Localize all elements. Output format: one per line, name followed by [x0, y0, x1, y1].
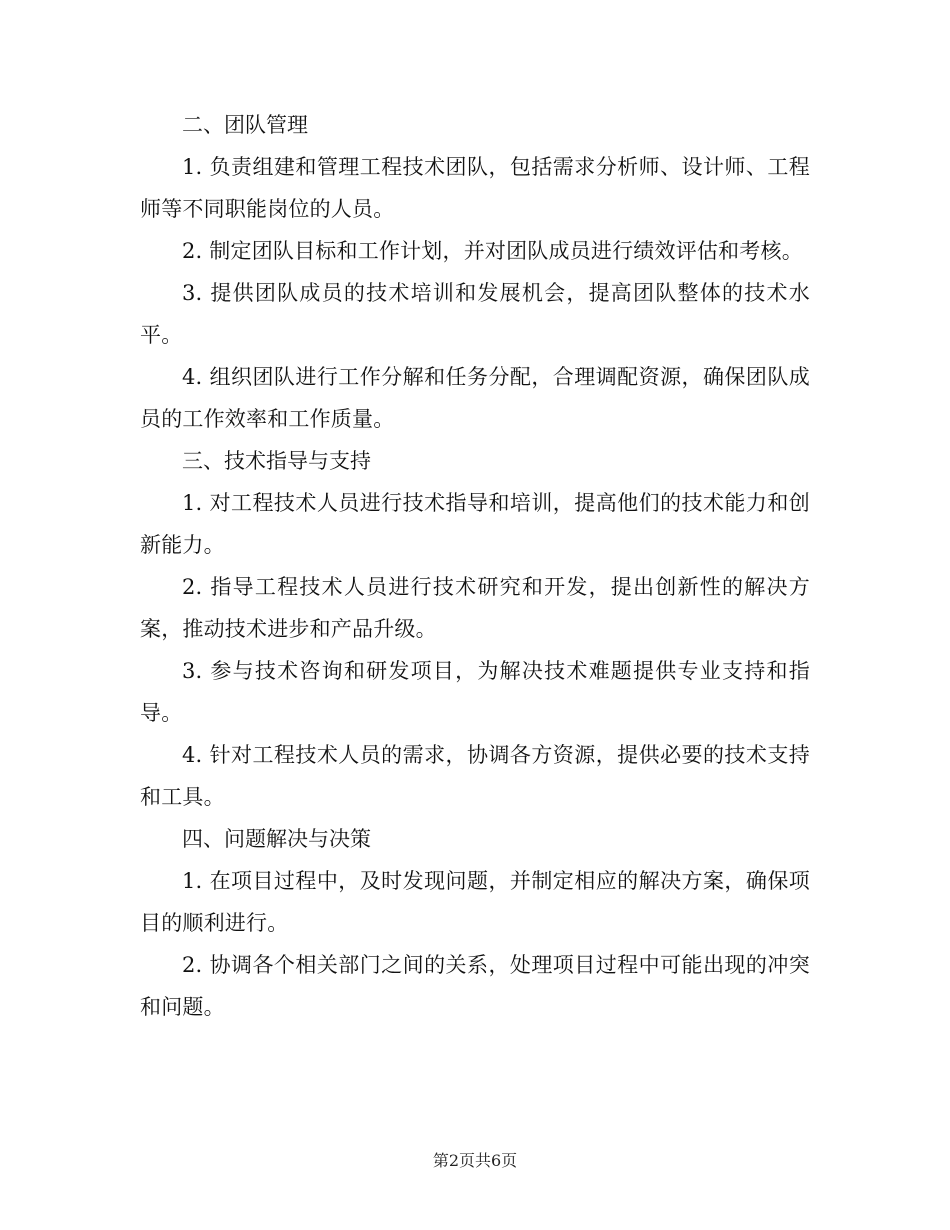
paragraph: 2. 指导工程技术人员进行技术研究和开发，提出创新性的解决方案，推动技术进步和产品升级。 [140, 575, 810, 641]
section-heading: 三、技术指导与支持 [182, 449, 371, 473]
document-body [140, 104, 810, 1028]
paragraph: 3. 参与技术咨询和研发项目，为解决技术难题提供专业支持和指导。 [140, 659, 810, 725]
section-heading: 二、团队管理 [182, 113, 308, 137]
section-heading: 四、问题解决与决策 [182, 827, 371, 851]
paragraph: 2. 协调各个相关部门之间的关系，处理项目过程中可能出现的冲突和问题。 [140, 953, 810, 1019]
section-technical-guidance [140, 440, 810, 818]
paragraph: 1. 对工程技术人员进行技术指导和培训，提高他们的技术能力和创新能力。 [140, 491, 810, 557]
paragraph: 4. 针对工程技术人员的需求，协调各方资源，提供必要的技术支持和工具。 [140, 743, 810, 809]
paragraph: 4. 组织团队进行工作分解和任务分配，合理调配资源，确保团队成员的工作效率和工作质量。 [140, 365, 810, 431]
section-problem-solving [140, 818, 810, 1028]
paragraph: 2. 制定团队目标和工作计划，并对团队成员进行绩效评估和考核。 [182, 239, 803, 263]
section-team-management [140, 104, 810, 440]
page-number: 第2页共6页 [432, 1151, 518, 1170]
paragraph: 1. 在项目过程中，及时发现问题，并制定相应的解决方案，确保项目的顺利进行。 [140, 869, 810, 935]
paragraph: 1. 负责组建和管理工程技术团队，包括需求分析师、设计师、工程师等不同职能岗位的人员。 [140, 155, 810, 221]
paragraph: 3. 提供团队成员的技术培训和发展机会，提高团队整体的技术水平。 [140, 281, 810, 347]
